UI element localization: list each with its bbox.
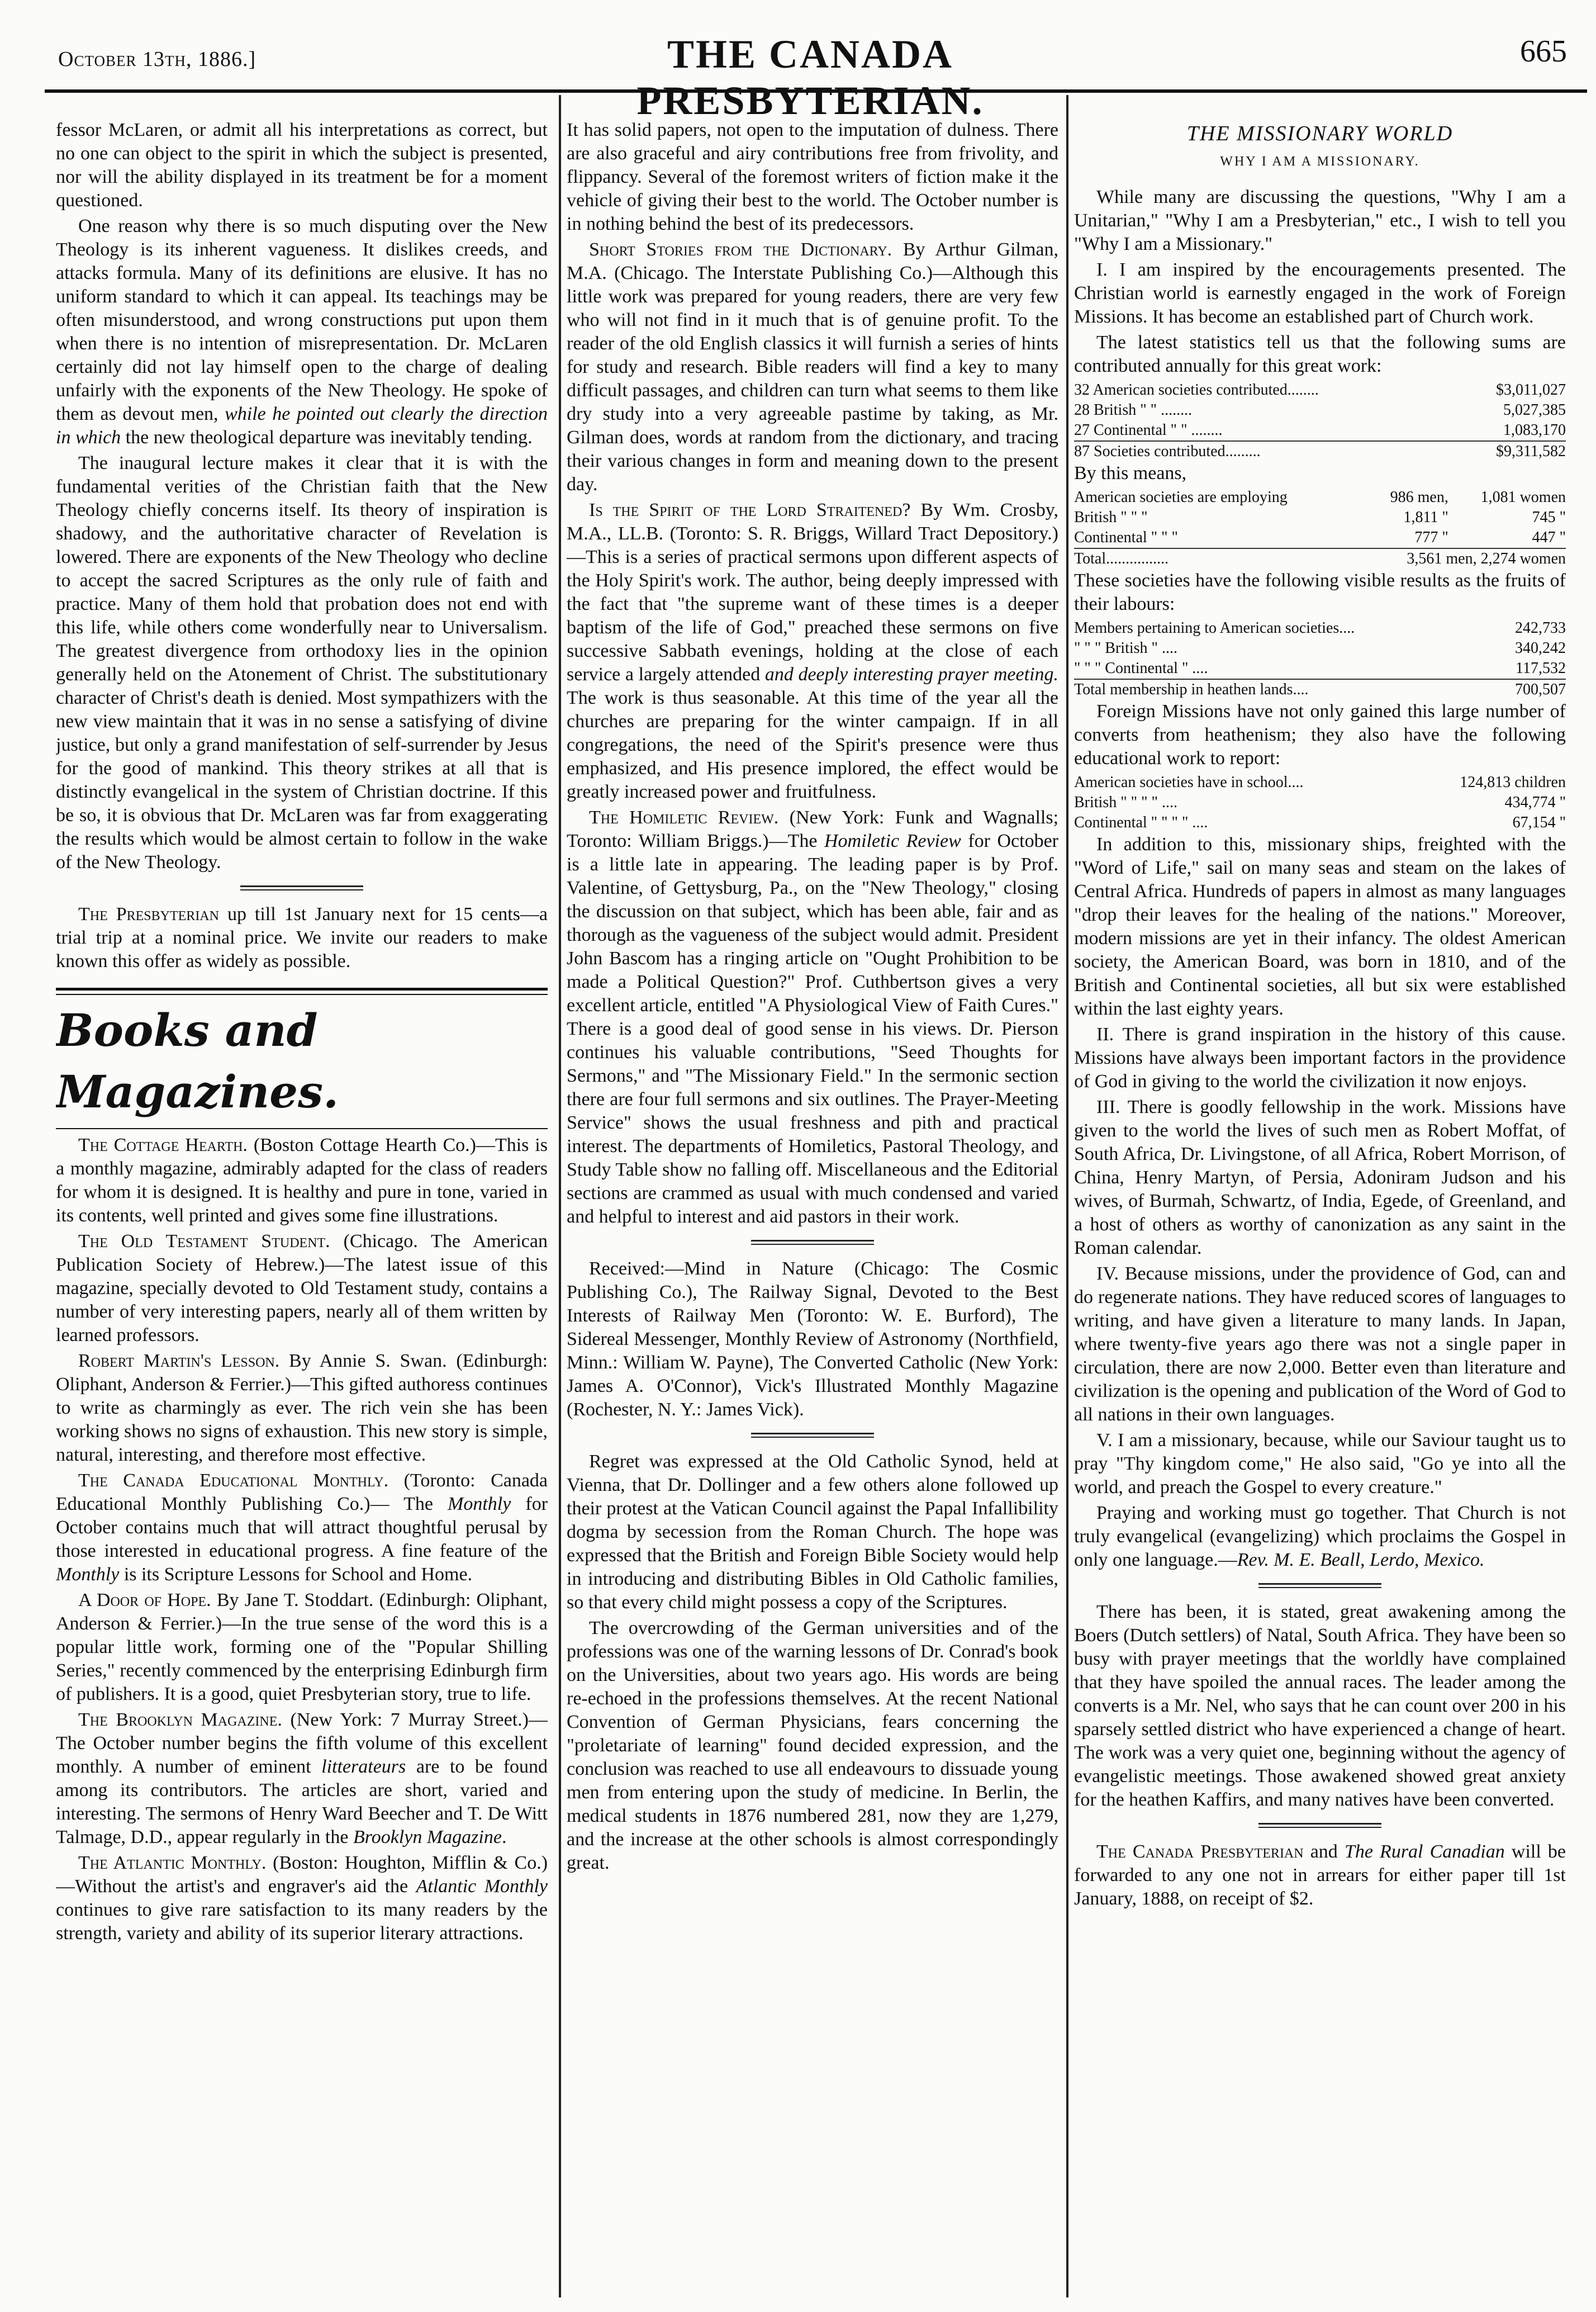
paragraph: fessor McLaren, or admit all his interpretations as correct, but no one can object to the spirit in which the subject is presented, nor will the ability displayed in its treatment be for a moment questioned.	[56, 120, 548, 211]
table-row: British " " " " .... 434,774 "	[1074, 794, 1566, 811]
table-row: 28 British " " ........ 5,027,385	[1074, 401, 1566, 419]
table-row: Continental " " " 777 " 447 "	[1074, 529, 1566, 546]
separator	[751, 1433, 874, 1438]
book-review: The Brooklyn Magazine. (New York: 7 Murray Street.)—The October number begins the fifth volume of this excellent monthly. A number of eminent litterateurs are to be found among its contributors. The articles are short, varied and interesting. The sermons of Henry Ward Beecher and T. De Witt Talmage, D.D., appear regularly in the Brooklyn Magazine.	[56, 1709, 548, 1847]
paragraph: The latest statistics tell us that the following sums are contributed annually for this great work:	[1074, 332, 1566, 376]
book-review: A Door of Hope. By Jane T. Stoddart. (Edinburgh: Oliphant, Anderson & Ferrier.)—In the true sense of the word this is a popular little work, forming one of the "Popular Shilling Series," recently commenced by the enterprising Edinburgh firm of publishers. It is a good, quiet Presbyterian story, true to life.	[56, 1590, 548, 1704]
separator	[1258, 1583, 1381, 1588]
section-heading: THE MISSIONARY WORLD	[1186, 122, 1454, 145]
paragraph: By this means,	[1074, 463, 1187, 484]
subscription-notice: The Canada Presbyterian and The Rural Canadian will be forwarded to any one not in arrears for either paper till 1st January, 1888, on receipt of $2.	[1074, 1841, 1566, 1909]
section-rule	[56, 1128, 548, 1129]
separator	[751, 1240, 874, 1245]
subscription-notice: The Presbyterian up till 1st January next for 15 cents—a trial trip at a nominal price. We invite our readers to make known this offer as widely as possible.	[56, 904, 548, 972]
column-2	[567, 119, 1058, 2299]
article-title: WHY I AM A MISSIONARY.	[1220, 154, 1420, 169]
employment-table	[1074, 487, 1566, 548]
table-row: Total membership in heathen lands.... 700,507	[1074, 679, 1566, 700]
book-review: The Atlantic Monthly. (Boston: Houghton, Mifflin & Co.)—Without the artist's and engraver's aid the Atlantic Monthly continues to give rare satisfaction to its many readers by the strength, variety and ability of its superior literary attractions.	[56, 1853, 548, 1944]
column-rule-2	[1066, 95, 1068, 2297]
news-item: The overcrowding of the German universities and of the professions was one of the warning lessons of Dr. Conrad's book on the Universities, about two years ago. His words are being re-echoed in the professions themselves. At the recent National Convention of German Physicians, fears concerning the "proletariate of learning" found decided expression, and the conclusion was reached to use all endeavours to dissuade young men from entering upon the study of medicine. In Berlin, the medical students in 1876 numbered 281, now they are 1,279, and the increase at the other schools is almost correspondingly great.	[567, 1618, 1058, 1873]
table-row: " " " British " .... 340,242	[1074, 639, 1566, 657]
page-number: 665	[1520, 34, 1567, 69]
paragraph: III. There is goodly fellowship in the work. Missions have given to the world the lives of such men as Robert Moffat, of South Africa, Dr. Livingstone, of all Africa, Robert Morrison, of China, Henry Martyn, of Persia, Adoniram Judson and his wives, of Burmah, Schwartz, of India, Egede, of Greenland, and a host of others as worthy of canonization as any saint in the Roman calendar.	[1074, 1097, 1566, 1258]
issue-date: October 13th, 1886.]	[58, 48, 256, 71]
section-rule	[56, 994, 548, 995]
section-title: Books and Magazines.	[56, 1004, 339, 1118]
table-row: Total................ 3,561 men, 2,274 women	[1074, 548, 1566, 569]
section-rule	[56, 988, 548, 991]
paragraph: Praying and working must go together. That Church is not truly evangelical (evangelizing) which proclaims the Gospel in only one language.—Rev. M. E. Beall, Lerdo, Mexico.	[1074, 1503, 1566, 1570]
table-row: 87 Societies contributed......... $9,311,582	[1074, 441, 1566, 462]
separator	[1258, 1823, 1381, 1828]
book-review: The Cottage Hearth. (Boston Cottage Hearth Co.)—This is a monthly magazine, admirably adapted for the class of readers for whom it is designed. It is healthy and pure in tone, varied in its contents, well printed and gives some fine illustrations.	[56, 1135, 548, 1226]
separator	[240, 885, 363, 890]
book-review: The Old Testament Student. (Chicago. The American Publication Society of Hebrew.)—The latest issue of this magazine, specially devoted to Old Testament study, contains a number of very interesting papers, nearly all of them written by learned professors.	[56, 1231, 548, 1345]
table-row: 32 American societies contributed........ $3,011,027	[1074, 381, 1566, 399]
paragraph: While many are discussing the questions, "Why I am a Unitarian," "Why I am a Presbyterian," etc., I wish to tell you "Why I am a Missionary."	[1074, 187, 1566, 254]
paragraph: In addition to this, missionary ships, freighted with the "Word of Life," sail on many seas and steam on the lakes of Central Africa. Hundreds of papers in almost as many languages "drop their leaves for the healing of the nations." Moreover, modern missions are yet in their infancy. The oldest American society, the American Board, was born in 1810, and of the British and Continental societies, all but six were established within the last eighty years.	[1074, 834, 1566, 1019]
membership-table	[1074, 618, 1566, 700]
paragraph: Foreign Missions have not only gained this large number of converts from heathenism; they also have the following educational work to report:	[1074, 701, 1566, 769]
news-item: Regret was expressed at the Old Catholic Synod, held at Vienna, that Dr. Dollinger and a few others alone followed up their protest at the Vatican Council against the Papal Infallibility dogma by secession from the Roman Church. The hope was expressed that the British and Foreign Bible Society would help in introducing and distributing Bibles in Old Catholic families, so that every child might possess a copy of the Scriptures.	[567, 1451, 1058, 1613]
table-row: 27 Continental " " ........ 1,083,170	[1074, 421, 1566, 439]
paragraph: I. I am inspired by the encouragements presented. The Christian world is earnestly engaged in the work of Foreign Missions. It has become an established part of Church work.	[1074, 259, 1566, 327]
table-row: Continental " " " " .... 67,154 "	[1074, 814, 1566, 831]
table-row: American societies are employing 986 men, 1,081 women	[1074, 489, 1566, 506]
masthead-title: THE CANADA PRESBYTERIAN.	[636, 32, 984, 123]
paragraph: It has solid papers, not open to the imputation of dulness. There are also graceful and airy contributions free from frivolity, and flippancy. Several of the foremost writers of fiction make it the vehicle of giving their best to the world. The October number is in nothing behind the best of its predecessors.	[567, 120, 1058, 234]
paragraph: The inaugural lecture makes it clear that it is with the fundamental verities of the Christian faith that the New Theology chiefly concerns itself. Its theory of inspiration is shadowy, and the authoritative character of Revelation is lowered. There are exponents of the New Theology who decline to accept the sacred Scriptures as the only rule of faith and practice. Many of them hold that probation does not end with this life, while others come wonderfully near to Universalism. The greatest divergence from orthodoxy lies in the opinion generally held on the Atonement of Christ. The substitutionary character of Christ's death is denied. Most sympathizers with the new view maintain that it was in no sense a satisfying of divine justice, but only a grand manifestation of self-surrender by Jesus for the good of mankind. This theory strikes at all that is distinctly evangelical in the system of Christian doctrine. If this be so, it is obvious that Dr. McLaren was far from exaggerating the results which would be almost certain to follow in the wake of the New Theology.	[56, 453, 548, 873]
paragraph: V. I am a missionary, because, while our Saviour taught us to pray "Thy kingdom come," He also said, "Go ye into all the world, and preach the Gospel to every creature."	[1074, 1430, 1566, 1498]
employment-total	[1074, 548, 1566, 569]
contributions-table	[1074, 380, 1566, 462]
school-table	[1074, 773, 1566, 833]
book-review: The Canada Educational Monthly. (Toronto: Canada Educational Monthly Publishing Co.)— The Monthly for October contains much that will attract thoughtful perusal by those interested in educational progress. A fine feature of the Monthly is its Scripture Lessons for School and Home.	[56, 1470, 548, 1585]
table-row: American societies have in school.... 124,813 children	[1074, 774, 1566, 791]
book-review: Is the Spirit of the Lord Straitened? By Wm. Crosby, M.A., LL.B. (Toronto: S. R. Briggs, Willard Tract Depository.)—This is a series of practical sermons upon different aspects of the Holy Spirit's work. The author, being deeply impressed with the fact that "the supreme want of these times is a deeper baptism of the life of God," preached these sermons on five successive Sabbath evenings, holding at the close of each service a largely attended and deeply interesting prayer meeting. The work is thus seasonable. At this time of the year all the churches are preparing for the winter campaign. If in all congregations, the need of the Spirit's presence were thus emphasized, and His presence implored, the effect would be greatly increased power and fruitfulness.	[567, 500, 1058, 802]
paragraph: One reason why there is so much disputing over the New Theology is its inherent vagueness. It dislikes creeds, and attacks formula. Many of its definitions are elusive. It has no uniform standard to which it can appeal. Its teachings may be often misunderstood, and wrong constructions put upon them when there is no intention of misrepresentation. Dr. McLaren certainly did not lay himself open to the charge of dealing unfairly with the exponents of the New Theology. He spoke of them as devout men, while he pointed out clearly the direction in which the new theological departure was inevitably tending.	[56, 216, 548, 448]
book-review: The Homiletic Review. (New York: Funk and Wagnalls; Toronto: William Briggs.)—The Homiletic Review for October is a little late in appearing. The leading paper is by Prof. Valentine, of Gettysburg, Pa., on the "New Theology," closing the discussion on that subject, which has been able, fair and as thorough as the vagueness of the subject would admit. President John Bascom has a ringing article on "Ought Prohibition to be made a Political Question?" Prof. Cuthbertson gives a very excellent article, entitled "A Physiological View of Faith Cures." There is a good deal of good sense in his views. Dr. Pierson continues his valuable contributions, "Seed Thoughts for Sermons," and "The Missionary Field." In the sermonic section there are four full sermons and six outlines. The Prayer-Meeting Service" shows the usual freshness and pith and practical interest. The departments of Homiletics, Pastoral Theology, and Study Table show no falling off. Miscellaneous and the Editorial sections are crammed as usual with much condensed and varied and helpful to interest and aid pastors in their work.	[567, 807, 1058, 1227]
author-signature: Rev. M. E. Beall, Lerdo, Mexico.	[1237, 1550, 1485, 1570]
book-review: Robert Martin's Lesson. By Annie S. Swan. (Edinburgh: Oliphant, Anderson & Ferrier.)—This gifted authoress continues to write as charmingly as ever. The rich vein she has been working shows no signs of exhaustion. This new story is simple, natural, interesting, and therefore most effective.	[56, 1351, 548, 1465]
header-rule	[45, 89, 1587, 93]
column-1	[56, 119, 548, 2299]
paragraph: IV. Because missions, under the providence of God, can and do regenerate nations. They have reduced scores of languages to writing, and have given a literature to many lands. In Japan, where twenty-five years ago there was not a single paper in circulation, there are now 2,000. Better even than literature and civilization is the opening and publication of the Word of God to all nations in their own languages.	[1074, 1263, 1566, 1425]
book-review: Short Stories from the Dictionary. By Arthur Gilman, M.A. (Chicago. The Interstate Publishing Co.)—Although this little work was prepared for young readers, there are very few who will not find in it much that is of genuine profit. To the reader of the old English classics it will furnish a series of hints for study and research. Bible readers will find a key to many difficult passages, and children can turn what seems to them like dry study into a very agreeable pastime by taking, as Mr. Gilman does, words at random from the dictionary, and tracing their various changes in form and meaning down to the present day.	[567, 239, 1058, 495]
column-3	[1074, 119, 1566, 2299]
paragraph: These societies have the following visible results as the fruits of their labours:	[1074, 570, 1566, 614]
paragraph: II. There is grand inspiration in the history of this cause. Missions have always been important factors in the providence of God in giving to the world the civilization it now enjoys.	[1074, 1024, 1566, 1092]
table-row: British " " " 1,811 " 745 "	[1074, 509, 1566, 526]
table-row: Members pertaining to American societies.... 242,733	[1074, 619, 1566, 637]
table-row: " " " Continental " .... 117,532	[1074, 660, 1566, 677]
received-list: Received:—Mind in Nature (Chicago: The Cosmic Publishing Co.), The Railway Signal, Devoted to the Best Interests of Railway Men (Toronto: W. E. Burford), The Sidereal Messenger, Monthly Review of Astronomy (Northfield, Minn.: William W. Payne), The Converted Catholic (New York: James A. O'Connor), Vick's Illustrated Monthly Magazine (Rochester, N. Y.: James Vick).	[567, 1258, 1058, 1420]
news-item: There has been, it is stated, great awakening among the Boers (Dutch settlers) of Natal, South Africa. They have been so busy with prayer meetings that the worldly have complained that they have spoiled the annual races. The leader among the converts is a Mr. Nel, who says that he can count over 200 in his sparsely settled district who have experienced a change of heart. The work was a very quiet one, beginning without the agency of evangelistic meetings. Those awakened showed great anxiety for the heathen Kaffirs, and many natives have been converted.	[1074, 1602, 1566, 1810]
column-rule-1	[559, 95, 561, 2297]
